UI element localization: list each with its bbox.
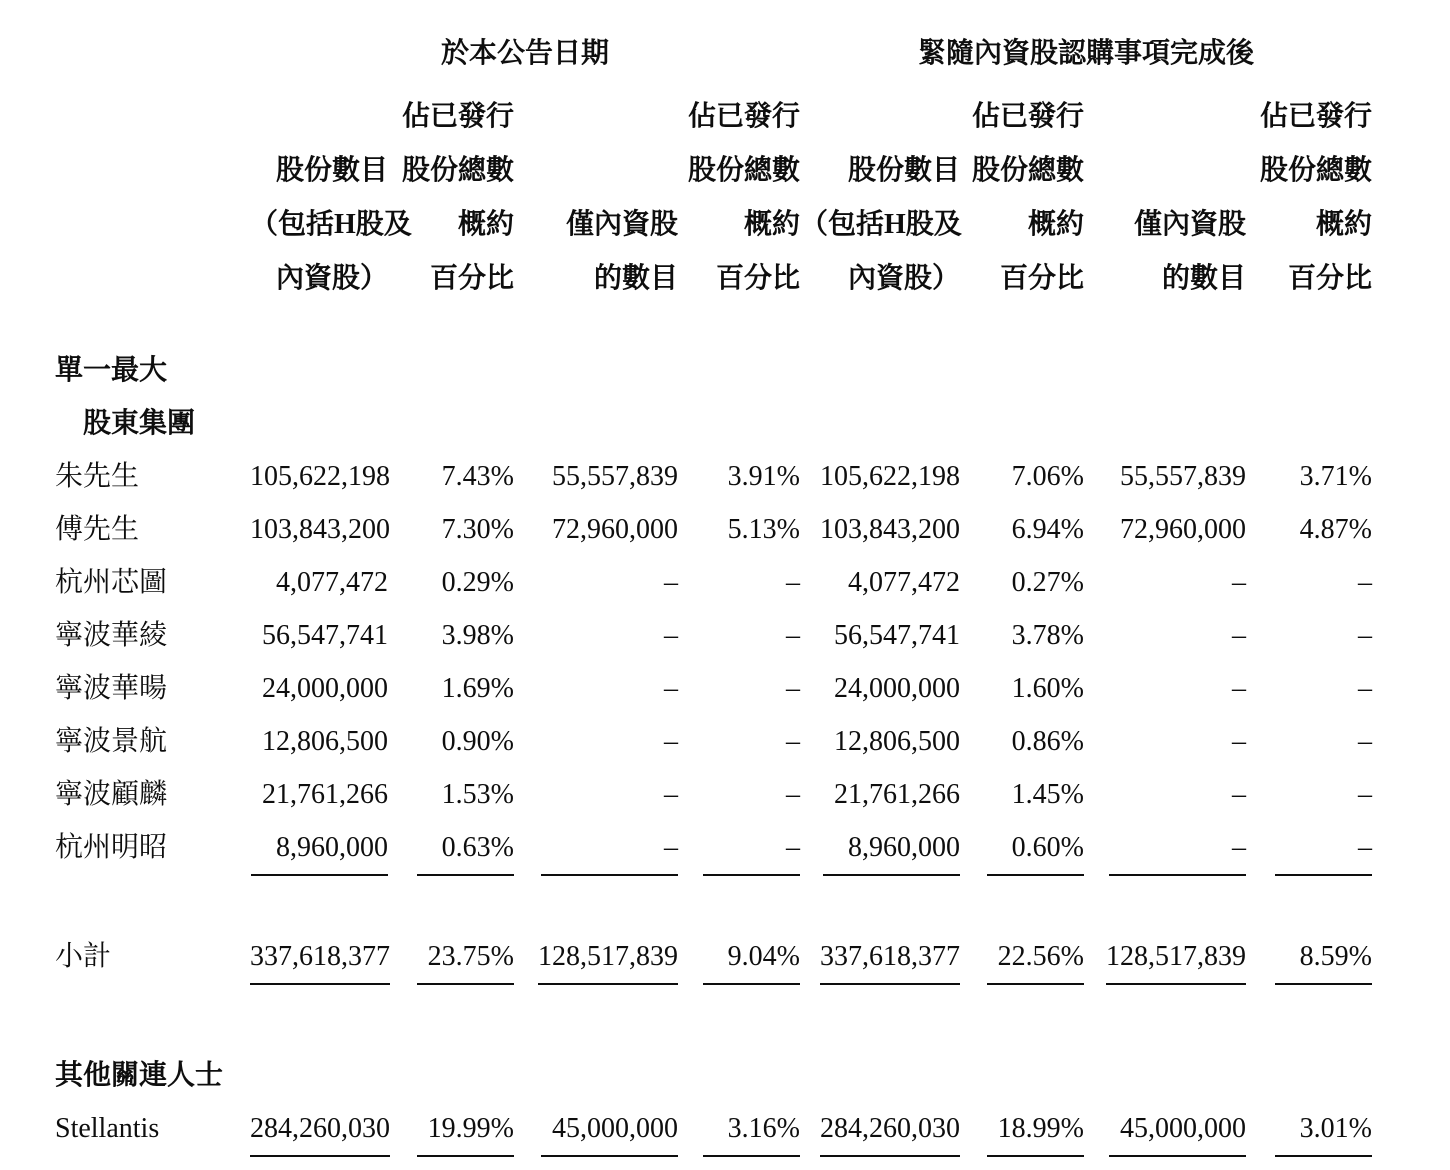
cell: 7.30% xyxy=(441,514,514,545)
header-line-2 xyxy=(55,142,1450,196)
cell: 0.86% xyxy=(1011,726,1084,757)
row-label: 朱先生 xyxy=(55,461,140,492)
group-title-row xyxy=(55,36,1450,88)
cell-value: – xyxy=(541,831,678,876)
col-header-pct: 股份總數 xyxy=(971,155,1084,186)
cell: 55,557,839 xyxy=(1120,461,1246,492)
cell-value: – xyxy=(1275,831,1372,876)
col-header-shares: （包括H股及 xyxy=(250,209,412,240)
col-header-pct: 概約 xyxy=(1315,209,1372,240)
cell: 105,622,198 xyxy=(820,461,960,492)
cell xyxy=(1246,831,1372,876)
col-header-shares: 內資股） xyxy=(275,263,388,294)
section-title: 其他關連人士 xyxy=(55,1060,224,1091)
col-header-shares: 內資股） xyxy=(847,263,960,294)
cell xyxy=(250,831,388,876)
cell: – xyxy=(664,567,678,598)
section-header-row xyxy=(55,354,1450,407)
cell: 3.91% xyxy=(727,461,800,492)
col-header-pct: 佔已發行 xyxy=(401,101,514,132)
cell: – xyxy=(664,726,678,757)
col-header-shares: 股份數目 xyxy=(847,155,960,186)
header-line-1 xyxy=(55,88,1450,142)
col-header-pct: 股份總數 xyxy=(1259,155,1372,186)
cell xyxy=(514,1112,678,1157)
cell: 6.94% xyxy=(1011,514,1084,545)
subtotal-row xyxy=(55,940,1450,993)
cell: – xyxy=(1232,620,1246,651)
cell-value: 0.60% xyxy=(987,831,1084,876)
header-line-3 xyxy=(55,196,1450,250)
cell xyxy=(250,1112,388,1157)
table-row xyxy=(55,672,1450,725)
cell: – xyxy=(1358,567,1372,598)
cell: 72,960,000 xyxy=(1120,514,1246,545)
cell xyxy=(678,1112,800,1157)
cell-value: 19.99% xyxy=(417,1112,514,1157)
cell-value: 0.63% xyxy=(417,831,514,876)
col-header-pct: 佔已發行 xyxy=(971,101,1084,132)
cell-value: 284,260,030 xyxy=(820,1112,960,1157)
cell xyxy=(1084,831,1246,876)
section-title: 股東集團 xyxy=(83,408,196,439)
cell: 24,000,000 xyxy=(834,673,960,704)
cell: 7.06% xyxy=(1011,461,1084,492)
col-header-pct: 概約 xyxy=(1027,209,1084,240)
cell-value: 22.56% xyxy=(987,940,1084,985)
table-row xyxy=(55,1112,1450,1165)
cell: – xyxy=(664,779,678,810)
col-header-pct: 佔已發行 xyxy=(687,101,800,132)
cell xyxy=(800,831,960,876)
cell-value: 337,618,377 xyxy=(820,940,960,985)
col-header-pct: 百分比 xyxy=(999,263,1084,294)
cell-value: 3.16% xyxy=(703,1112,800,1157)
cell: 0.27% xyxy=(1011,567,1084,598)
cell: – xyxy=(664,620,678,651)
row-label: 杭州明昭 xyxy=(55,832,168,863)
cell: 56,547,741 xyxy=(262,620,388,651)
cell xyxy=(1084,1112,1246,1157)
table-row xyxy=(55,778,1450,831)
table-row xyxy=(55,566,1450,619)
cell: – xyxy=(786,620,800,651)
cell xyxy=(960,831,1084,876)
cell: 1.60% xyxy=(1011,673,1084,704)
cell xyxy=(388,831,514,876)
col-header-pct: 百分比 xyxy=(715,263,800,294)
cell xyxy=(960,1112,1084,1157)
cell: 3.78% xyxy=(1011,620,1084,651)
cell xyxy=(388,940,514,985)
row-label: 傅先生 xyxy=(55,514,140,545)
cell: 105,622,198 xyxy=(250,461,390,492)
row-label: 小計 xyxy=(55,941,112,972)
cell: 55,557,839 xyxy=(552,461,678,492)
table-row xyxy=(55,513,1450,566)
section-title: 單一最大 xyxy=(55,355,168,386)
section-header-row xyxy=(55,1059,1450,1112)
cell xyxy=(250,940,388,985)
cell: – xyxy=(1232,673,1246,704)
cell: 1.69% xyxy=(441,673,514,704)
cell: 103,843,200 xyxy=(250,514,390,545)
cell: 0.29% xyxy=(441,567,514,598)
row-label: 杭州芯圖 xyxy=(55,567,168,598)
col-header-domestic: 僅內資股 xyxy=(565,209,678,240)
cell-value: 3.01% xyxy=(1275,1112,1372,1157)
col-header-shares: 股份數目 xyxy=(275,155,388,186)
cell: 7.43% xyxy=(441,461,514,492)
cell-value: 8.59% xyxy=(1275,940,1372,985)
cell xyxy=(800,940,960,985)
col-header-pct: 概約 xyxy=(743,209,800,240)
cell-value: 18.99% xyxy=(987,1112,1084,1157)
cell: 12,806,500 xyxy=(834,726,960,757)
cell xyxy=(1084,940,1246,985)
cell: 72,960,000 xyxy=(552,514,678,545)
cell: 24,000,000 xyxy=(262,673,388,704)
col-header-pct: 佔已發行 xyxy=(1259,101,1372,132)
cell: 56,547,741 xyxy=(834,620,960,651)
cell-value: 8,960,000 xyxy=(251,831,388,876)
col-header-pct: 股份總數 xyxy=(401,155,514,186)
cell: 21,761,266 xyxy=(834,779,960,810)
cell xyxy=(800,1112,960,1157)
col-header-pct: 百分比 xyxy=(1287,263,1372,294)
cell: 1.53% xyxy=(441,779,514,810)
row-label: 寧波顧麟 xyxy=(55,779,168,810)
cell-value: 8,960,000 xyxy=(823,831,960,876)
cell: 1.45% xyxy=(1011,779,1084,810)
cell: – xyxy=(664,673,678,704)
cell-value: 337,618,377 xyxy=(250,940,390,985)
cell: – xyxy=(786,673,800,704)
table-row xyxy=(55,831,1450,884)
cell: – xyxy=(1232,567,1246,598)
col-header-shares: （包括H股及 xyxy=(800,209,962,240)
col-header-domestic: 僅內資股 xyxy=(1133,209,1246,240)
cell xyxy=(678,831,800,876)
cell-value: 45,000,000 xyxy=(1109,1112,1246,1157)
cell: 0.90% xyxy=(441,726,514,757)
cell-value: 45,000,000 xyxy=(541,1112,678,1157)
cell: – xyxy=(1232,779,1246,810)
cell: – xyxy=(1358,726,1372,757)
cell-value: 284,260,030 xyxy=(250,1112,390,1157)
cell-value: 23.75% xyxy=(417,940,514,985)
cell: 4.87% xyxy=(1299,514,1372,545)
cell xyxy=(678,940,800,985)
cell-value: – xyxy=(1109,831,1246,876)
cell: – xyxy=(1358,779,1372,810)
cell: – xyxy=(786,567,800,598)
cell: – xyxy=(786,779,800,810)
cell: 12,806,500 xyxy=(262,726,388,757)
cell xyxy=(1246,940,1372,985)
cell: 4,077,472 xyxy=(276,567,388,598)
col-header-pct: 百分比 xyxy=(429,263,514,294)
cell-value: 128,517,839 xyxy=(538,940,678,985)
cell: – xyxy=(1232,726,1246,757)
cell xyxy=(960,940,1084,985)
table-row xyxy=(55,460,1450,513)
cell: – xyxy=(786,726,800,757)
cell-value: 9.04% xyxy=(703,940,800,985)
group2-title: 緊隨內資股認購事項完成後 xyxy=(917,38,1254,69)
cell: – xyxy=(1358,620,1372,651)
group1-title: 於本公告日期 xyxy=(440,38,609,69)
cell: 21,761,266 xyxy=(262,779,388,810)
row-label: Stellantis xyxy=(55,1113,160,1144)
col-header-pct: 股份總數 xyxy=(687,155,800,186)
row-label: 寧波華綾 xyxy=(55,620,168,651)
cell: 3.71% xyxy=(1299,461,1372,492)
section-header-row xyxy=(55,407,1450,460)
col-header-domestic: 的數目 xyxy=(1161,263,1246,294)
cell-value: 128,517,839 xyxy=(1106,940,1246,985)
cell: 3.98% xyxy=(441,620,514,651)
col-header-domestic: 的數目 xyxy=(593,263,678,294)
cell-value: – xyxy=(703,831,800,876)
cell xyxy=(514,831,678,876)
table-row xyxy=(55,725,1450,778)
cell xyxy=(514,940,678,985)
col-header-pct: 概約 xyxy=(457,209,514,240)
row-label: 寧波華暘 xyxy=(55,673,168,704)
table-row xyxy=(55,619,1450,672)
header-line-4 xyxy=(55,250,1450,304)
cell xyxy=(1246,1112,1372,1157)
cell: 103,843,200 xyxy=(820,514,960,545)
cell: – xyxy=(1358,673,1372,704)
cell xyxy=(388,1112,514,1157)
cell: 4,077,472 xyxy=(848,567,960,598)
cell: 5.13% xyxy=(727,514,800,545)
row-label: 寧波景航 xyxy=(55,726,168,757)
